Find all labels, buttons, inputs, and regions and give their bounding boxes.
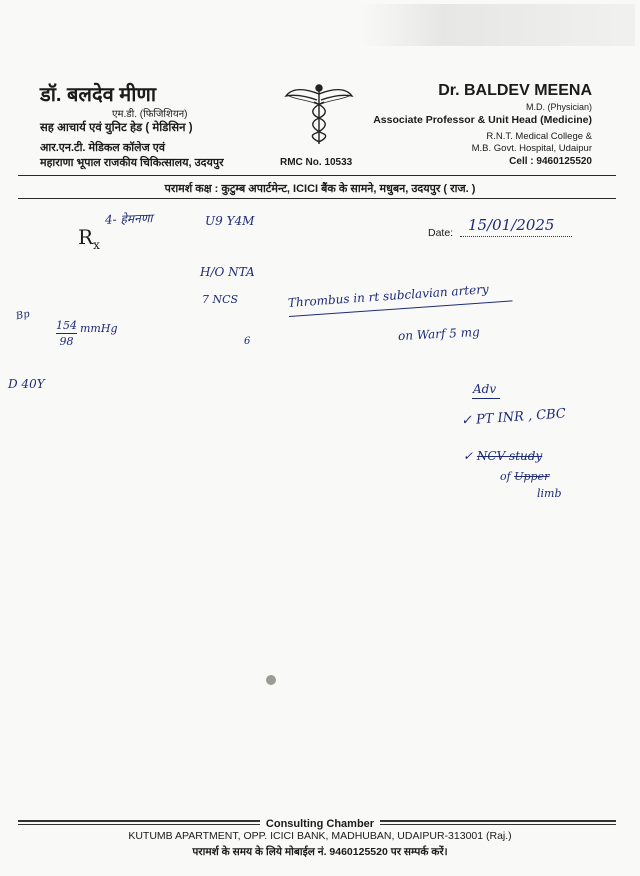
handwritten-mark: 6 [244,336,251,347]
footer-address: KUTUMB APARTMENT, OPP. ICICI BANK, MADHUBAN, UDAIPUR-313001 (Raj.) [128,830,512,842]
rx-letter: R [78,225,94,249]
handwritten-d-note: D 40Y [8,377,45,391]
footer-contact: परामर्श के समय के लिये मोबाईल नं. 9460125520 पर सम्पर्क करें। [192,846,448,858]
hospital-hindi: महाराणा भूपाल राजकीय चिकित्सालय, उदयपुर [40,157,224,169]
handwritten-current-treatment: on Warf 5 mg [397,324,481,344]
handwritten-investigation-3 [500,470,549,483]
handwritten-bp-value [56,318,77,349]
rmc-number: RMC No. 10533 [280,157,353,168]
handwritten-vitals: 7 NCS [202,293,239,306]
handwritten-bp-unit: mmHg [80,322,118,335]
handwritten-investigation-1: ✓ PT INR , CBC [460,406,567,429]
ink-speck [266,675,276,685]
college-english: R.N.T. Medical College & [486,131,592,142]
investigation-2-text: NCV study [476,449,543,463]
doctor-name-hindi: डॉ. बलदेव मीणा [40,84,157,106]
doctor-degree-english: M.D. (Physician) [525,102,592,112]
scan-smudge [360,4,635,46]
college-hindi: आर.एन.टी. मेडिकल कॉलेज एवं [40,142,165,154]
hospital-english: M.B. Govt. Hospital, Udaipur [471,143,592,154]
handwritten-patient-name: 4- हेमनणा [104,211,153,227]
date-field-line [460,236,572,237]
caduceus-icon [284,82,354,146]
handwritten-patient-age: U9 Y4M [205,214,255,228]
rx-symbol [78,225,100,252]
handwritten-diagnosis: Thrombus in rt subclavian artery [287,281,490,310]
investigation-3-prefix: of [500,470,511,483]
address-divider [18,198,616,199]
check-mark: ✓ [463,449,474,463]
doctor-name-english: Dr. BALDEV MEENA [438,82,592,99]
date-label: Date: [428,227,454,239]
advice-underline [472,398,500,399]
handwritten-investigation-2 [463,449,542,463]
investigation-3-text: Upper [514,470,550,483]
header-divider [18,175,616,176]
doctor-designation-hindi: सह आचार्य एवं युनिट हेड ( मेडिसिन ) [40,122,193,134]
handwritten-bp-label: Bp [15,308,31,323]
doctor-designation-english: Associate Professor & Unit Head (Medicine) [373,114,592,126]
handwritten-advice-label: Adv [473,382,497,396]
handwritten-history: H/O NTA [200,265,255,279]
cell-number: Cell : 9460125520 [509,156,592,167]
rx-subscript: x [93,238,100,252]
bp-systolic: 154 [56,319,77,332]
footer-chamber-label: Consulting Chamber [260,818,380,830]
consultation-address: परामर्श कक्ष : कुटुम्ब अपार्टमेन्ट, ICICI बैंक के सामने, मधुबन, उदयपुर ( राज. ) [164,183,476,195]
handwritten-date: 15/01/2025 [468,216,555,234]
bp-diastolic: 98 [59,335,74,348]
doctor-degree-hindi: एम.डी. (फिजिशियन) [112,109,188,120]
handwritten-investigation-4: limb [537,487,562,500]
